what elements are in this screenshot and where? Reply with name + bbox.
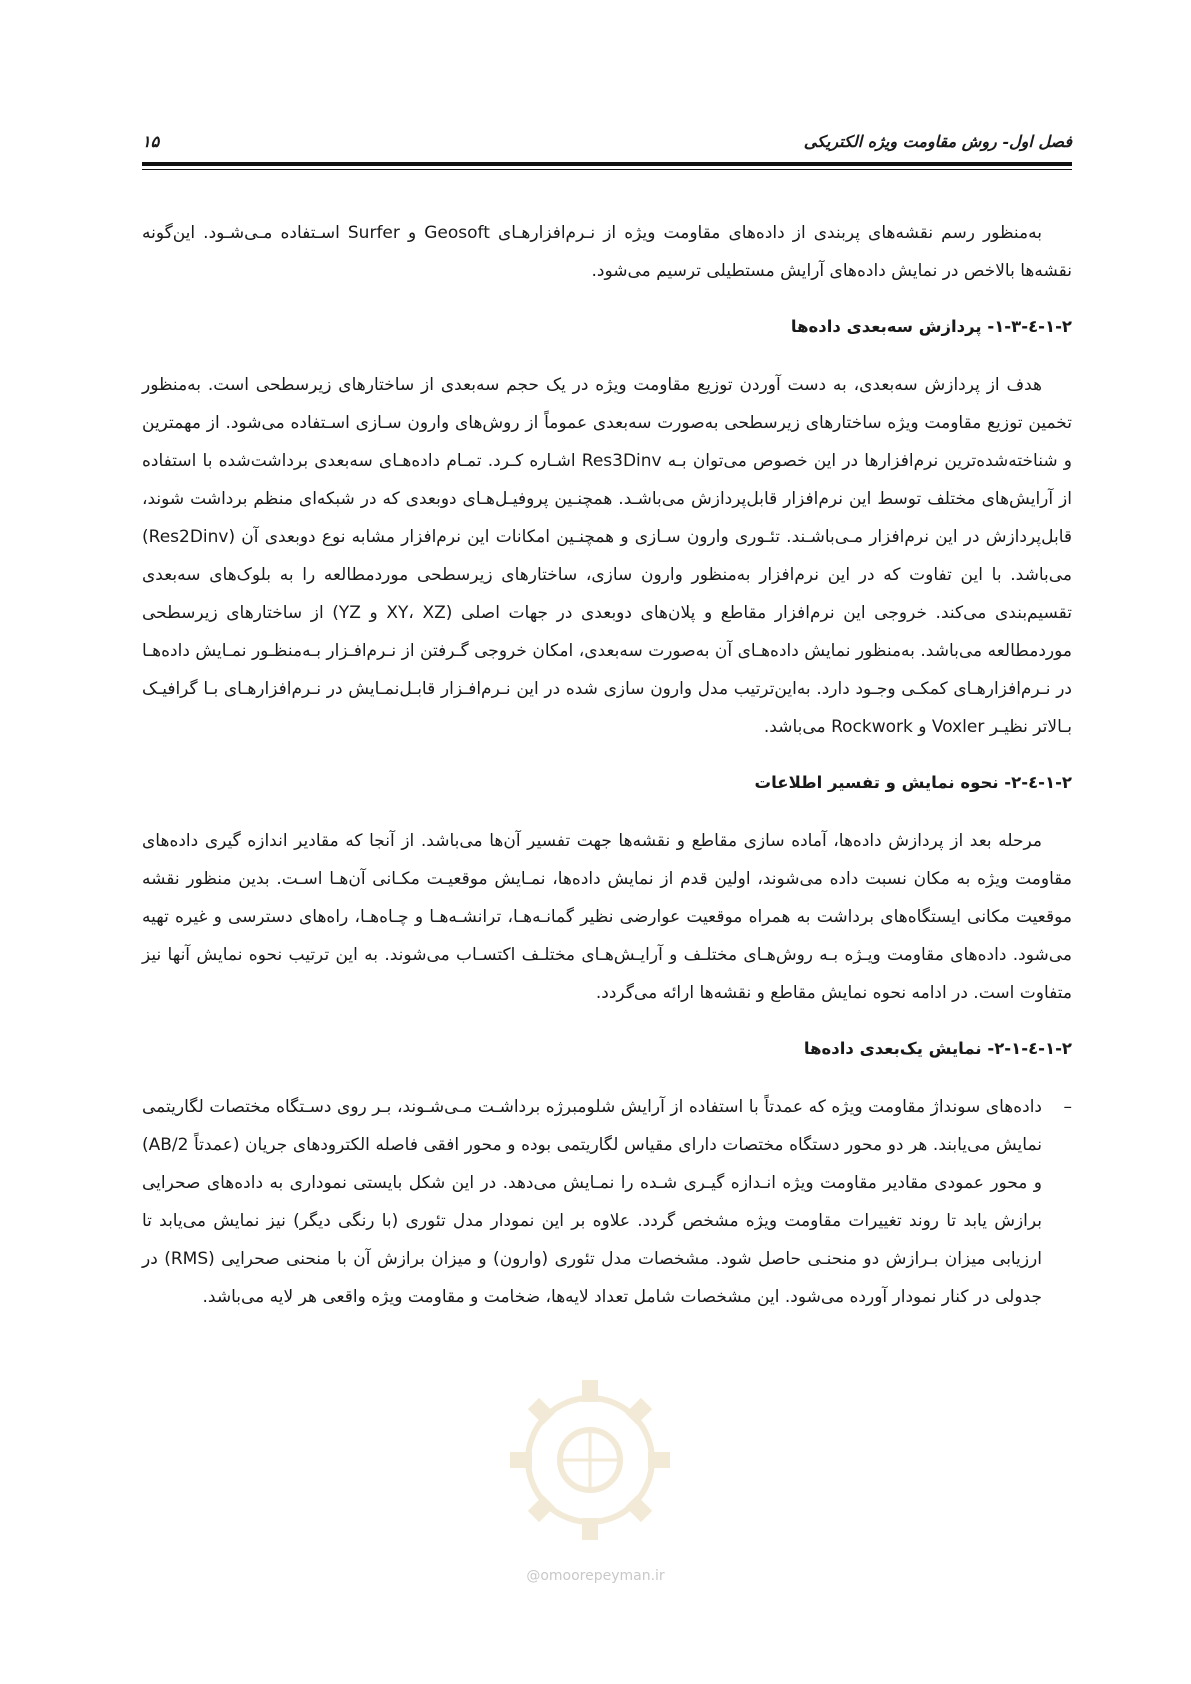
page-body <box>142 214 1072 1316</box>
header-rule-thick <box>142 162 1072 166</box>
section-heading-3d-processing: ۱-۲-٤-۱-۳- پردازش سه‌بعدی داده‌ها <box>790 317 1072 336</box>
section-heading-display-interpretation: ۱-۲-٤-۲- نحوه نمایش و تفسیر اطلاعات <box>754 773 1072 792</box>
spacer <box>142 346 1072 366</box>
spacer <box>142 802 1072 822</box>
paragraph-display-interpretation: مرحله بعد از پردازش داده‌ها، آماده سازی مقاطع و نقشه‌ها جهت تفسیر آن‌ها می‌باشد. از آنجا که مقادیر اندازه گیری داده‌های مقاومت ویژه به مکان نسبت داده می‌شوند، اولین قدم از نمایش داده‌ها، نمـایش موقعیـت مکـانی آن‌هـا اسـت. بدین منظور نقشه موقعیت مکانی ایستگاه‌های برداشت به همراه موقعیت عوارضی نظیر گمانـه‌هـا، ترانشـه‌هـا و چـاه‌هـا، راه‌های دسترسی و غیره تهیه می‌شود. داده‌های مقاومت ویـژه بـه روش‌هـای مختلـف و آرایـش‌هـای مختلـف اکتسـاب می‌شوند. به این ترتیب نحوه نمایش آنها نیز متفاوت است. در ادامه نحوه نمایش مقاطع و نقشه‌ها ارائه می‌گردد. <box>142 831 1072 1003</box>
watermark-site: @omoorepeyman.ir <box>526 1568 665 1584</box>
dash-bullet-icon: – <box>1063 1097 1072 1117</box>
spacer <box>142 1012 1072 1030</box>
list-item-text: داده‌های سونداژ مقاومت ویژه که عمدتاً با استفاده از آرایش شلومبرژه برداشـت مـی‌شـوند، بـر روی دسـتگاه مختصات لگاریتمی نمایش می‌یابند. هر دو محور دستگاه مختصات دارای مقیاس لگاریتمی بوده و محور افقی فاصله الکترودهای جریان (عمدتاً AB/2) و محور عمودی مقادیر مقاومت ویژه انـدازه گیـری شـده را نمـایش می‌دهد. در این شکل بایستی نموداری به داده‌های صحرایی برازش یابد تا روند تغییرات مقاومت ویژه مشخص گردد. علاوه بر این نمودار مدل تئوری (با رنگی دیگر) نیز نمایش می‌یابد تا ارزیابی میزان بـرازش دو منحنـی حاصل شود. مشخصات مدل تئوری (وارون) و میزان برازش آن با منحنی صحرایی (RMS) در جدولی در کنار نمودار آورده می‌شود. این مشخصات شامل تعداد لایه‌ها، ضخامت و مقاومت ویژه واقعی هر لایه می‌باشد. <box>142 1097 1042 1307</box>
spacer <box>142 746 1072 764</box>
chapter-title: فصل اول- روش مقاومت ویژه الکتریکی <box>803 132 1072 151</box>
list-item-1d-display <box>142 1088 1072 1316</box>
header-rule-thin <box>142 169 1072 170</box>
intro-paragraph: به‌منظور رسم نقشه‌های پربندی از داده‌های مقاومت ویژه از نـرم‌افزارهـای Geosoft و Surfer اسـتفاده مـی‌شـود. این‌گونه نقشه‌ها بالاخص در نمایش داده‌های آرایش مستطیلی ترسیم می‌شود. <box>142 223 1072 281</box>
watermark-gear-logo <box>490 1360 690 1560</box>
page-number: ۱۵ <box>142 132 160 151</box>
section-heading-1d-display: ۱-۲-٤-۲-۱- نمایش یک‌بعدی داده‌ها <box>803 1039 1072 1058</box>
paragraph-3d-processing: هدف از پردازش سه‌بعدی، به دست آوردن توزیع مقاومت ویژه در یک حجم سه‌بعدی از ساختارهای زیرسطحی است. به‌منظور تخمین توزیع مقاومت ویژه ساختارهای زیرسطحی به‌صورت سه‌بعدی عموماً از روش‌های وارون سـازی اسـتفاده می‌شود. از مهمترین و شناخته‌شده‌ترین نرم‌افزارها در این خصوص می‌توان بـه Res3Dinv اشـاره کـرد. تمـام داده‌هـای سه‌بعدی برداشت‌شده با استفاده از آرایش‌های مختلف توسط این نرم‌افزار قابل‌پردازش می‌باشـد. همچنـین پروفیـل‌هـای دوبعدی که در شبکه‌ای منظم برداشت شوند، قابل‌پردازش در این نرم‌افزار مـی‌باشـند. تئـوری وارون سـازی و همچنـین امکانات این نرم‌افزار مشابه نوع دوبعدی آن (Res2Dinv) می‌باشد. با این تفاوت که در این نرم‌افزار به‌منظور وارون سازی، ساختارهای زیرسطحی موردمطالعه را به بلوک‌های سه‌بعدی تقسیم‌بندی می‌کند. خروجی این نرم‌افزار مقاطع و پلان‌های دوبعدی در جهات اصلی (XY، XZ و YZ) از ساختارهای زیرسطحی موردمطالعه می‌باشد. به‌منظور نمایش داده‌هـای آن به‌صورت سه‌بعدی، امکان خروجی گـرفتن از نـرم‌افـزار بـه‌منظـور نمـایش داده‌هـا در نـرم‌افزارهـای کمکـی وجـود دارد. به‌این‌ترتیب مدل وارون سازی شده در این نـرم‌افـزار قابـل‌نمـایش در نـرم‌افزارهـای بـا گرافیـک بـالاتر نظیـر Voxler و Rockwork می‌باشد. <box>142 375 1072 737</box>
page-header <box>142 126 1072 166</box>
spacer <box>142 290 1072 308</box>
spacer <box>142 1068 1072 1088</box>
